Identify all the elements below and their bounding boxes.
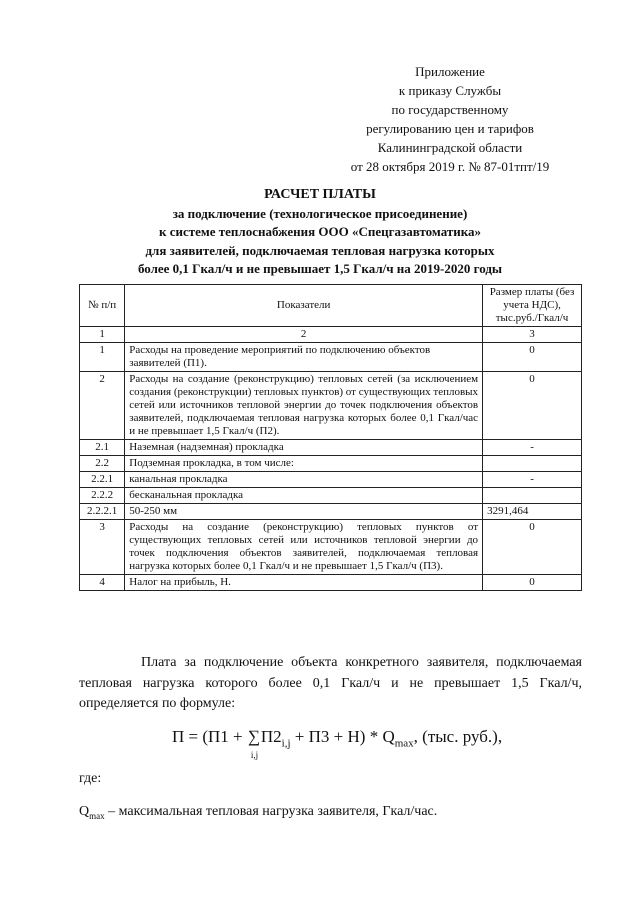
table-row [80, 456, 582, 472]
payment-formula [172, 726, 572, 760]
formula-lhs: П = (П1 + [172, 727, 247, 746]
formula-times: * [369, 727, 379, 746]
table-row [80, 504, 582, 520]
calculation-table [79, 284, 582, 591]
title-line: для заявителей, подключаемая тепловая нагрузка которых [145, 242, 495, 258]
row-text: бесканальная прокладка [125, 488, 483, 504]
row-value: 0 [483, 520, 582, 575]
row-text: Расходы на создание (реконструкцию) тепловых пунктов от существующих тепловых сетей или источников тепловой энергии до точек подключения объектов заявителей, подключаемая тепловая нагрузка которых более 0,1 Гкал/ч и не превышает 1,5 Гкал/ч (П3). [125, 520, 483, 575]
title-main: РАСЧЕТ ПЛАТЫ [264, 187, 376, 202]
colnum-cell: 1 [80, 327, 125, 343]
appendix-line: от 28 октября 2019 г. № 87-01тпт/19 [350, 159, 550, 174]
appendix-line: по государственному [391, 102, 509, 117]
row-num: 2.2 [80, 456, 125, 472]
row-num: 1 [80, 343, 125, 372]
row-text: канальная прокладка [125, 472, 483, 488]
row-value: 3291,464 [483, 504, 582, 520]
row-value: 0 [483, 343, 582, 372]
row-value: 0 [483, 372, 582, 440]
table-row [80, 520, 582, 575]
formula-term-sub: i,j [281, 737, 291, 750]
row-text: 50-250 мм [125, 504, 483, 520]
colnum-cell: 3 [483, 327, 582, 343]
formula-term: П2 [260, 727, 282, 746]
row-text: Расходы на проведение мероприятий по подключению объектов заявителей (П1). [125, 343, 483, 372]
row-num: 2.2.2 [80, 488, 125, 504]
row-text: Расходы на создание (реконструкцию) тепловых сетей (за исключением создания (реконструкции) тепловых пунктов) от существующих тепловых сетей или источников тепловой энергии до точек подключения объектов заявителей, подключаемая тепловая нагрузка которых более 0,1 Гкал/час и не превышает 1,5 Гкал/ч (П2). [125, 372, 483, 440]
formula-q-sub: max [394, 737, 414, 750]
qmax-text: – максимальная тепловая нагрузка заявителя, Гкал/час. [104, 804, 438, 819]
table-row [80, 343, 582, 372]
formula-rest: + П3 + Н) [290, 727, 370, 746]
header-value: Размер платы (без учета НДС), тыс.руб./Гкал/ч [483, 285, 582, 327]
row-text: Наземная (надземная) прокладка [125, 440, 483, 456]
header-indicator: Показатели [125, 285, 483, 327]
sum-symbol: ∑ [247, 727, 260, 746]
title-line: более 0,1 Гкал/ч и не превышает 1,5 Гкал/ч на 2019-2020 годы [137, 261, 503, 276]
row-text: Налог на прибыль, Н. [125, 575, 483, 591]
row-text: Подземная прокладка, в том числе: [125, 456, 483, 472]
row-num: 2.2.1 [80, 472, 125, 488]
table-colnum-row [80, 327, 582, 343]
row-value [483, 488, 582, 504]
row-num: 4 [80, 575, 125, 591]
row-value: 0 [483, 575, 582, 591]
sum-index: i,j [250, 750, 259, 760]
title-line: к системе теплоснабжения ООО «Спецгазавтоматика» [158, 224, 482, 239]
document-title [40, 186, 600, 279]
table-row [80, 440, 582, 456]
table-row [80, 472, 582, 488]
qmax-symbol: Q [79, 804, 90, 819]
table-row [80, 575, 582, 591]
appendix-line: регулированию цен и тарифов [366, 121, 534, 136]
title-line: за подключение (технологическое присоединение) [172, 205, 468, 221]
formula-intro-paragraph: Плата за подключение объекта конкретного заявителя, подключаемая тепловая нагрузка которого более 0,1 Гкал/ч и не превышает 1,5 Гкал/ч, определяется по формуле: [79, 655, 582, 711]
row-value [483, 456, 582, 472]
row-num: 2.1 [80, 440, 125, 456]
appendix-line: к приказу Службы [398, 83, 502, 98]
header-num: № п/п [80, 285, 125, 327]
table-row [80, 488, 582, 504]
appendix-line: Приложение [415, 64, 485, 79]
table-header-row [80, 285, 582, 327]
qmax-definition [79, 803, 437, 825]
row-num: 3 [80, 520, 125, 575]
sum-sign [247, 726, 261, 760]
formula-q: Q [378, 727, 395, 746]
formula-units: , (тыс. руб.), [413, 727, 503, 746]
qmax-sub: max [89, 810, 105, 821]
row-num: 2.2.2.1 [80, 504, 125, 520]
appendix-line: Калининградской области [377, 140, 523, 155]
where-label: где: [79, 771, 102, 786]
row-num: 2 [80, 372, 125, 440]
row-value: - [483, 472, 582, 488]
appendix-header [320, 62, 580, 176]
row-value: - [483, 440, 582, 456]
table-row [80, 372, 582, 440]
colnum-cell: 2 [125, 327, 483, 343]
